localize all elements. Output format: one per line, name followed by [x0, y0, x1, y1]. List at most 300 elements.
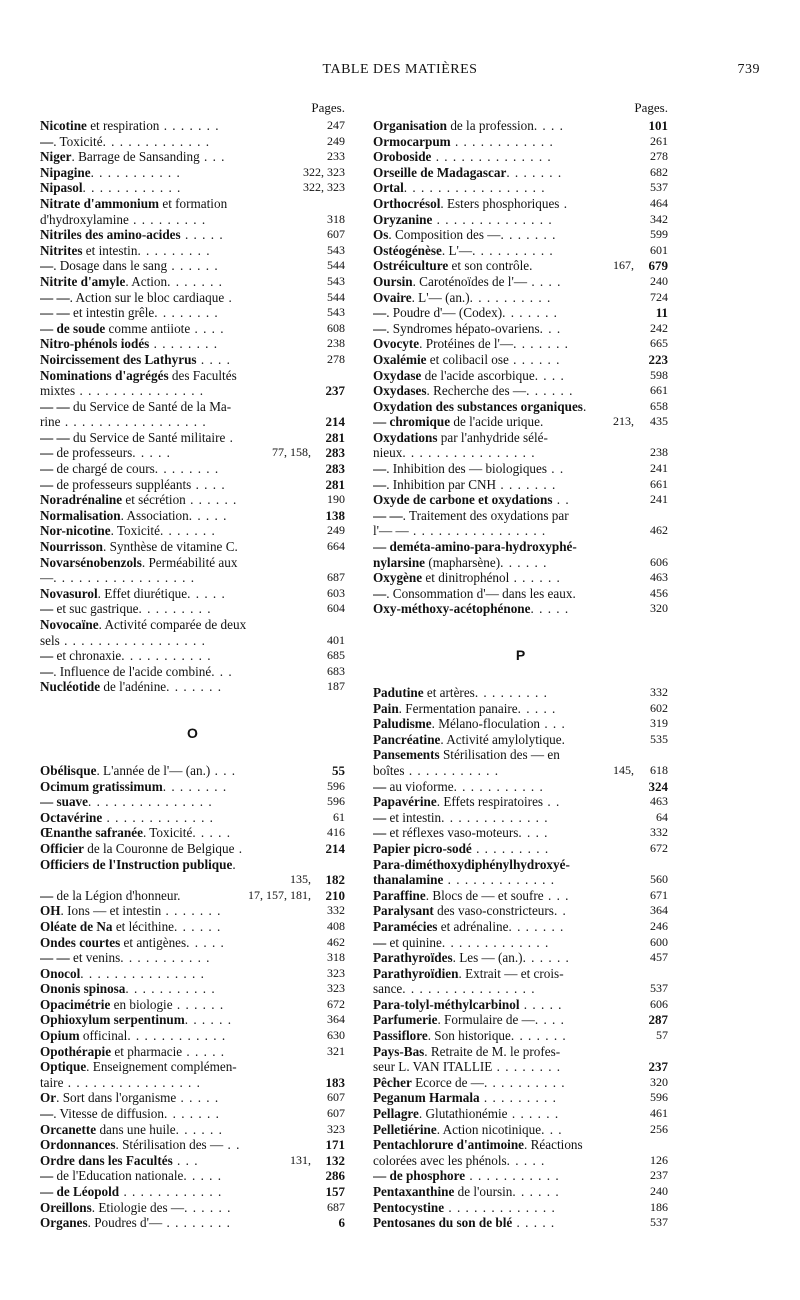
entry-leader-dots: . . . . . . . . . . . . . . . . .: [59, 632, 206, 648]
entry-page-ref: 186: [650, 1199, 668, 1214]
entry-subject: . Barrage de Sansanding: [71, 149, 200, 165]
entry-keyword: Novarsénobenzols: [40, 554, 142, 570]
entry-term: [40, 997, 323, 1013]
entry-page-ref: 543: [327, 242, 345, 257]
entry-subject: du Service de Santé de la Ma-: [69, 398, 232, 414]
entry-subject: de la Couronne de Belgique: [83, 840, 235, 856]
entry-term: [373, 352, 645, 368]
entry-page-ref: 322, 323: [303, 164, 345, 179]
entries-list-n: [40, 118, 345, 695]
entry-leader-dots: . . . . . . .: [506, 164, 563, 180]
entry-term: [373, 336, 646, 352]
entry-leader-dots: . . . . . . . . . . .: [404, 762, 500, 778]
entry-leader-dots: . . . . . . . . . . . . .: [102, 809, 214, 825]
entry-page-ref: 607: [327, 227, 345, 242]
index-entry: [373, 243, 668, 259]
entry-keyword: —: [373, 825, 387, 841]
entry-keyword: Nominations d'agrégés: [40, 367, 169, 383]
entry-page-ref: 318: [327, 950, 345, 965]
entry-leader-dots: . . . . . . .: [166, 679, 223, 695]
entry-subject: (mapharsène): [425, 554, 501, 570]
index-entry: [373, 747, 668, 763]
entry-leader-dots: .: [234, 840, 244, 856]
entry-page-ref: 214: [325, 414, 345, 430]
index-entry: [40, 118, 345, 134]
index-entry: [40, 227, 345, 243]
entry-keyword: —: [373, 320, 387, 336]
entry-keyword: Peganum Harmala: [373, 1090, 480, 1106]
entry-term: [373, 149, 646, 165]
entry-term: [40, 1137, 322, 1153]
entry-term: [40, 1168, 322, 1184]
entry-page-ref: 126: [650, 1152, 668, 1167]
index-entry: [40, 555, 345, 571]
entry-term: [40, 763, 328, 779]
entry-subject: et adrénaline: [437, 918, 509, 934]
entry-page-ref: 167,: [613, 258, 634, 273]
entry-page-ref: 320: [650, 1074, 668, 1089]
entry-subject: des vaso-constricteurs: [433, 903, 554, 919]
index-entry: [40, 794, 345, 810]
index-entry: [373, 180, 668, 196]
index-entry: [40, 290, 345, 306]
entry-leader-dots: . .: [543, 794, 561, 810]
entry-page-ref: 664: [327, 539, 345, 554]
entry-keyword: Ocimum gratissimum: [40, 778, 163, 794]
index-entry: [40, 180, 345, 196]
entry-term: [373, 1168, 646, 1184]
entry-leader-dots: . . . . . .: [184, 1012, 232, 1028]
entry-term: [40, 586, 323, 602]
entry-leader-dots: . . . . . . . . . . .: [465, 1168, 560, 1184]
entry-keyword: —: [40, 461, 54, 477]
index-entry: [373, 1168, 668, 1184]
entry-keyword: Ononis spinosa: [40, 981, 126, 997]
index-entry: [373, 149, 668, 165]
entry-subject: de l'adénine: [100, 679, 167, 695]
entry-page-ref: 683: [327, 663, 345, 678]
entry-keyword: Papavérine: [373, 794, 437, 810]
page-title: TABLE DES MATIÈRES: [322, 62, 478, 77]
entry-term: [40, 810, 329, 826]
entry-leader-dots: . . . . .: [132, 445, 171, 461]
index-entry: [40, 383, 345, 399]
index-entry: [40, 1200, 345, 1216]
entry-page-ref: 401: [327, 632, 345, 647]
entry-term: [40, 935, 323, 951]
entry-page-ref: 672: [327, 996, 345, 1011]
entry-page-ref: 145,: [613, 762, 634, 777]
entry-page-ref: 323: [327, 1121, 345, 1136]
entry-subject: sance: [373, 981, 403, 997]
entry-keyword: —: [40, 133, 54, 149]
entries-list-o-continued: [373, 118, 668, 617]
pages-label: Pages.: [634, 100, 668, 115]
entry-subject: . Toxicité: [142, 825, 193, 841]
entry-page-ref: 281: [325, 429, 345, 445]
entry-leader-dots: . . . . . . . . . . . . . . .: [80, 965, 205, 981]
entry-page-ref: 319: [650, 716, 668, 731]
entry-keyword: —: [373, 476, 387, 492]
entry-keyword: Orseille de Madagascar: [373, 164, 507, 180]
entry-term: [373, 1184, 646, 1200]
entry-keyword: — —: [40, 305, 70, 321]
entry-term: [373, 368, 646, 384]
entry-subject: Ecorce de —: [411, 1074, 484, 1090]
entry-page-ref: 278: [650, 149, 668, 164]
entry-leader-dots: . . . . . .: [167, 258, 219, 274]
entry-keyword: —: [40, 1168, 54, 1184]
entry-page-ref: 321: [327, 1043, 345, 1058]
entry-term: [373, 461, 646, 477]
entry-subject: boîtes: [373, 762, 405, 778]
entry-subject: rine: [40, 414, 61, 430]
index-entry: [373, 586, 668, 602]
entry-keyword: Paludisme: [373, 716, 432, 732]
entry-subject: et venins: [69, 950, 121, 966]
entry-keyword: Ostréiculture: [373, 258, 449, 274]
entry-term: [40, 633, 323, 649]
entry-page-ref: 187: [327, 679, 345, 694]
index-entry: [373, 966, 668, 982]
entry-page-ref: 600: [650, 934, 668, 949]
entry-leader-dots: . . .: [539, 320, 562, 336]
entry-page-ref: 560: [650, 872, 668, 887]
entry-leader-dots: . . . . . . . .: [154, 305, 219, 321]
entry-subject: d'hydroxylamine: [40, 211, 129, 227]
page-number: 739: [737, 62, 760, 77]
entry-term: [40, 794, 323, 810]
entry-page-ref: 462: [650, 523, 668, 538]
index-entry: [40, 492, 345, 508]
index-entry: [40, 888, 345, 904]
index-entry: [40, 981, 345, 997]
entry-page-ref: 240: [650, 273, 668, 288]
index-entry: [373, 1044, 668, 1060]
index-entry: [40, 399, 345, 415]
index-entry: [373, 492, 668, 508]
entry-subject: de professeurs suppléants: [53, 476, 192, 492]
entry-term: [40, 919, 323, 935]
entry-leader-dots: . . . . . .: [522, 950, 570, 966]
index-entry: [40, 258, 345, 274]
entry-subject: et suc gastrique: [53, 601, 139, 617]
entry-term: [373, 1200, 646, 1216]
index-entry: [373, 997, 668, 1013]
entry-page-ref: 603: [327, 585, 345, 600]
entry-leader-dots: . . . . . . . . . . . . .: [102, 133, 210, 149]
entry-leader-dots: . . .: [540, 716, 566, 732]
entry-keyword: — deméta-amino-para-hydroxyphé-: [373, 539, 577, 555]
entry-page-ref: 61: [333, 809, 345, 824]
entry-subject: . Inhibition par CNH: [386, 476, 497, 492]
entry-subject: . Retraite de M. le profes-: [424, 1043, 561, 1059]
entry-keyword: Nourrisson: [40, 539, 104, 555]
index-entry: [40, 617, 345, 633]
index-entry: [373, 212, 668, 228]
entry-page-ref: 237: [650, 1168, 668, 1183]
entry-keyword: Oxyde de carbone et oxydations: [373, 492, 553, 508]
entry-keyword: Pancréatine: [373, 731, 441, 747]
index-entry: [373, 841, 668, 857]
entry-leader-dots: . . . .: [527, 273, 562, 289]
entry-term: [40, 180, 299, 196]
entry-subject: de chargé de cours: [53, 461, 155, 477]
entry-term: [373, 492, 646, 508]
entry-term: [40, 888, 244, 904]
entry-subject: du Service de Santé militaire: [69, 429, 226, 445]
entry-leader-dots: . . . . . . . . . .: [483, 1074, 566, 1090]
entry-term: [373, 570, 646, 586]
entry-keyword: Optique: [40, 1059, 87, 1075]
entry-term: [373, 1090, 646, 1106]
entry-term: [40, 1075, 322, 1091]
entry-page-ref: 256: [650, 1121, 668, 1136]
index-entry: [373, 1106, 668, 1122]
entry-keyword: Pentosanes du son de blé: [373, 1215, 513, 1231]
entry-keyword: —: [40, 1106, 54, 1122]
entry-leader-dots: . . . . . . .: [510, 1028, 567, 1044]
entry-keyword: — suave: [40, 794, 88, 810]
entry-leader-dots: . . . . .: [192, 825, 231, 841]
entry-leader-dots: . . . . . . . . . . . . . . .: [75, 383, 205, 399]
entry-leader-dots: . . . . . . . . . . . . .: [441, 809, 549, 825]
index-entry: [373, 872, 668, 888]
index-entry: [373, 810, 668, 826]
entry-keyword: — de soude: [40, 320, 106, 336]
entry-term: [373, 810, 652, 826]
entry-leader-dots: . . . . . . .: [167, 273, 223, 289]
entry-subject: l'— —: [373, 523, 409, 539]
index-entry: [373, 539, 668, 555]
entry-page-ref: 364: [327, 1012, 345, 1027]
index-entry: [40, 1215, 345, 1231]
entry-term: [40, 857, 345, 873]
entry-leader-dots: .: [561, 731, 566, 747]
entry-subject: . Synthèse de vitamine C.: [103, 539, 238, 555]
entry-leader-dots: . . . . . .: [512, 1184, 560, 1199]
entry-leader-dots: . . . . . . . . . . .: [125, 981, 216, 997]
entry-leader-dots: . . . . . . . . . . . . . . . .: [408, 523, 547, 539]
entry-leader-dots: . . . . . . .: [496, 476, 557, 492]
entry-keyword: Ophioxylum serpentinum: [40, 1012, 185, 1028]
entry-keyword: Opacimétrie: [40, 996, 111, 1012]
entry-subject: comme antiiote: [105, 320, 191, 336]
index-entry: [373, 461, 668, 477]
index-entry: [373, 1059, 668, 1075]
entry-subject: . Recherche des —: [426, 383, 527, 399]
entry-keyword: — —: [40, 289, 70, 305]
entry-keyword: Oxydations: [373, 429, 438, 445]
entry-leader-dots: . . . .: [191, 476, 226, 492]
entry-subject: .: [582, 398, 587, 414]
entry-page-ref: 223: [648, 351, 668, 367]
entry-page-ref: 661: [650, 476, 668, 491]
entry-subject: . Composition des —: [388, 227, 501, 243]
entry-term: [40, 508, 322, 524]
entry-term: [373, 586, 646, 602]
entry-term: [40, 841, 322, 857]
entry-page-ref: 672: [650, 840, 668, 855]
entry-subject: seur L. VAN ITALLIE: [373, 1059, 493, 1075]
entry-keyword: Officier: [40, 840, 84, 856]
entry-page-ref: 602: [650, 700, 668, 715]
entry-term: [40, 492, 323, 508]
entry-subject: de la profession: [447, 118, 534, 133]
entry-subject: . Toxicité: [110, 523, 160, 539]
entry-subject: . Etiologie des —: [91, 1199, 185, 1215]
entry-subject: officinal: [79, 1028, 128, 1044]
entry-subject: de l'Education nationale: [53, 1168, 184, 1184]
entry-leader-dots: . . . . . . . . .: [138, 601, 212, 617]
entry-keyword: Oxydase: [373, 367, 422, 383]
entry-keyword: —: [40, 258, 54, 274]
entry-leader-dots: . .: [547, 461, 565, 477]
entry-keyword: Ordre dans les Facultés: [40, 1152, 173, 1168]
entry-subject: de l'acide urique.: [450, 414, 544, 430]
entry-term: [373, 477, 646, 493]
entry-keyword: Obélisque: [40, 762, 97, 778]
entry-page-ref-secondary: 132: [325, 1152, 345, 1168]
index-entry: [373, 981, 668, 997]
entry-subject: et respiration: [86, 118, 160, 133]
entry-term: [373, 383, 646, 399]
entry-term: [373, 1044, 668, 1060]
entry-leader-dots: . . . . . . . . . . . . .: [443, 872, 556, 888]
entry-keyword: Os: [373, 227, 389, 243]
entry-page-ref: 190: [327, 492, 345, 507]
entry-keyword: Nitrites: [40, 242, 83, 258]
entry-keyword: —: [373, 461, 387, 477]
entry-keyword: Paraffine: [373, 887, 426, 903]
entry-leader-dots: . . . . . . . . . . . . . .: [431, 149, 552, 165]
entry-leader-dots: . . . . . . . . . . . . .: [441, 934, 550, 950]
entry-keyword: Oursin: [373, 273, 413, 289]
entry-keyword: Pentocystine: [373, 1199, 445, 1215]
entry-page-ref: 17, 157, 181,: [248, 887, 311, 902]
index-entry: [40, 664, 345, 680]
entry-keyword: — de Léopold: [40, 1184, 120, 1199]
entry-leader-dots: . . . . . . . . . . . .: [119, 1184, 223, 1199]
entry-page-ref-secondary: 210: [325, 887, 345, 903]
entry-subject: et artères: [423, 685, 475, 700]
entry-keyword: Nitrite d'amyle: [40, 273, 126, 289]
entry-page-ref: 6: [338, 1215, 345, 1231]
entry-page-ref: 77, 158,: [272, 445, 311, 460]
entry-term: [373, 274, 646, 290]
entry-term: [40, 227, 323, 243]
index-entry: [40, 1059, 345, 1075]
entry-leader-dots: . . .: [172, 1152, 199, 1168]
entry-keyword: Oreillons: [40, 1199, 92, 1215]
entry-subject: au vioforme: [386, 778, 454, 794]
entry-keyword: — —: [40, 398, 70, 414]
entry-term: [40, 1012, 323, 1028]
entry-term: [373, 1106, 646, 1122]
entry-term: [373, 825, 646, 841]
entry-subject: . Effet diurétique: [97, 585, 188, 601]
entry-page-ref: 233: [327, 149, 345, 164]
index-entry: [40, 1137, 345, 1153]
entry-keyword: Ormocarpum: [373, 133, 451, 149]
entry-leader-dots: . . . . .: [512, 1215, 556, 1231]
entry-page-ref: 242: [650, 320, 668, 335]
entry-keyword: Nitro-phénols iodés: [40, 336, 150, 352]
entry-term: [373, 701, 646, 717]
entry-keyword: Oxalémie: [373, 351, 427, 367]
entry-term: [40, 779, 323, 795]
entry-subject: . Ions — et intestin: [60, 903, 162, 919]
entry-page-ref: 214: [325, 840, 345, 856]
section-letter-p: P: [515, 647, 526, 663]
entry-leader-dots: . . .: [211, 663, 233, 679]
entry-subject: . Fermentation panaire: [398, 700, 518, 716]
entry-term: [40, 352, 323, 368]
entry-keyword: Parfumerie: [373, 1012, 438, 1028]
entry-term: [373, 196, 646, 212]
entry-page-ref: 599: [650, 227, 668, 242]
entry-term: [373, 935, 646, 951]
entry-term: [40, 679, 323, 695]
entry-leader-dots: . . . .: [533, 118, 564, 133]
entry-keyword: —: [40, 648, 54, 664]
index-entry: [40, 1184, 345, 1200]
entry-keyword: Parathyroïdien: [373, 965, 459, 981]
entry-keyword: Paramécies: [373, 918, 438, 934]
index-entry: [373, 1075, 668, 1091]
entry-subject: . Protéines de l'—: [419, 336, 514, 352]
index-entry: [40, 825, 345, 841]
entry-subject: . Glutathionémie: [418, 1106, 508, 1122]
index-entry: [373, 1215, 668, 1231]
entry-keyword: Pain: [373, 700, 399, 716]
index-entry: [40, 997, 345, 1013]
entry-page-ref: 135,: [290, 872, 311, 887]
entry-subject: et chronaxie: [53, 648, 122, 664]
index-entry: [373, 716, 668, 732]
index-entry: [40, 305, 345, 321]
entry-subject: sels: [40, 632, 60, 648]
entry-subject: et sécrétion: [122, 492, 186, 508]
entry-subject: . L'année de l'— (an.): [96, 762, 211, 778]
entry-term: [40, 430, 322, 446]
entry-page-ref: 537: [650, 1215, 668, 1230]
entry-subject: . Action: [125, 273, 168, 289]
index-entry: [373, 779, 668, 795]
entry-page-ref: 247: [327, 118, 345, 132]
entry-term: [40, 825, 323, 841]
entry-keyword: Ostéogénèse: [373, 242, 442, 258]
entry-term: [40, 134, 323, 150]
index-entry: [40, 1090, 345, 1106]
entry-subject: et son contrôle: [448, 258, 530, 274]
entry-page-ref: 278: [327, 351, 345, 366]
entry-leader-dots: . . . . . . . . . . .: [453, 778, 544, 794]
entry-subject: et antigènes: [120, 934, 187, 950]
index-entry: [373, 1184, 668, 1200]
entry-leader-dots: . . .: [199, 149, 226, 165]
entry-subject: —: [40, 570, 54, 586]
entry-page-ref-secondary: 435: [650, 414, 668, 429]
entry-page-ref: 240: [650, 1184, 668, 1198]
entry-term: [373, 555, 646, 571]
entry-leader-dots: . . . . . . .: [164, 1106, 220, 1122]
entry-leader-dots: . . . . . . . . . .: [469, 289, 552, 305]
entry-leader-dots: . . . . . .: [508, 351, 561, 367]
index-entry: [373, 935, 668, 951]
entry-page-ref: 183: [325, 1074, 345, 1090]
entry-leader-dots: . . . . .: [506, 1152, 546, 1168]
